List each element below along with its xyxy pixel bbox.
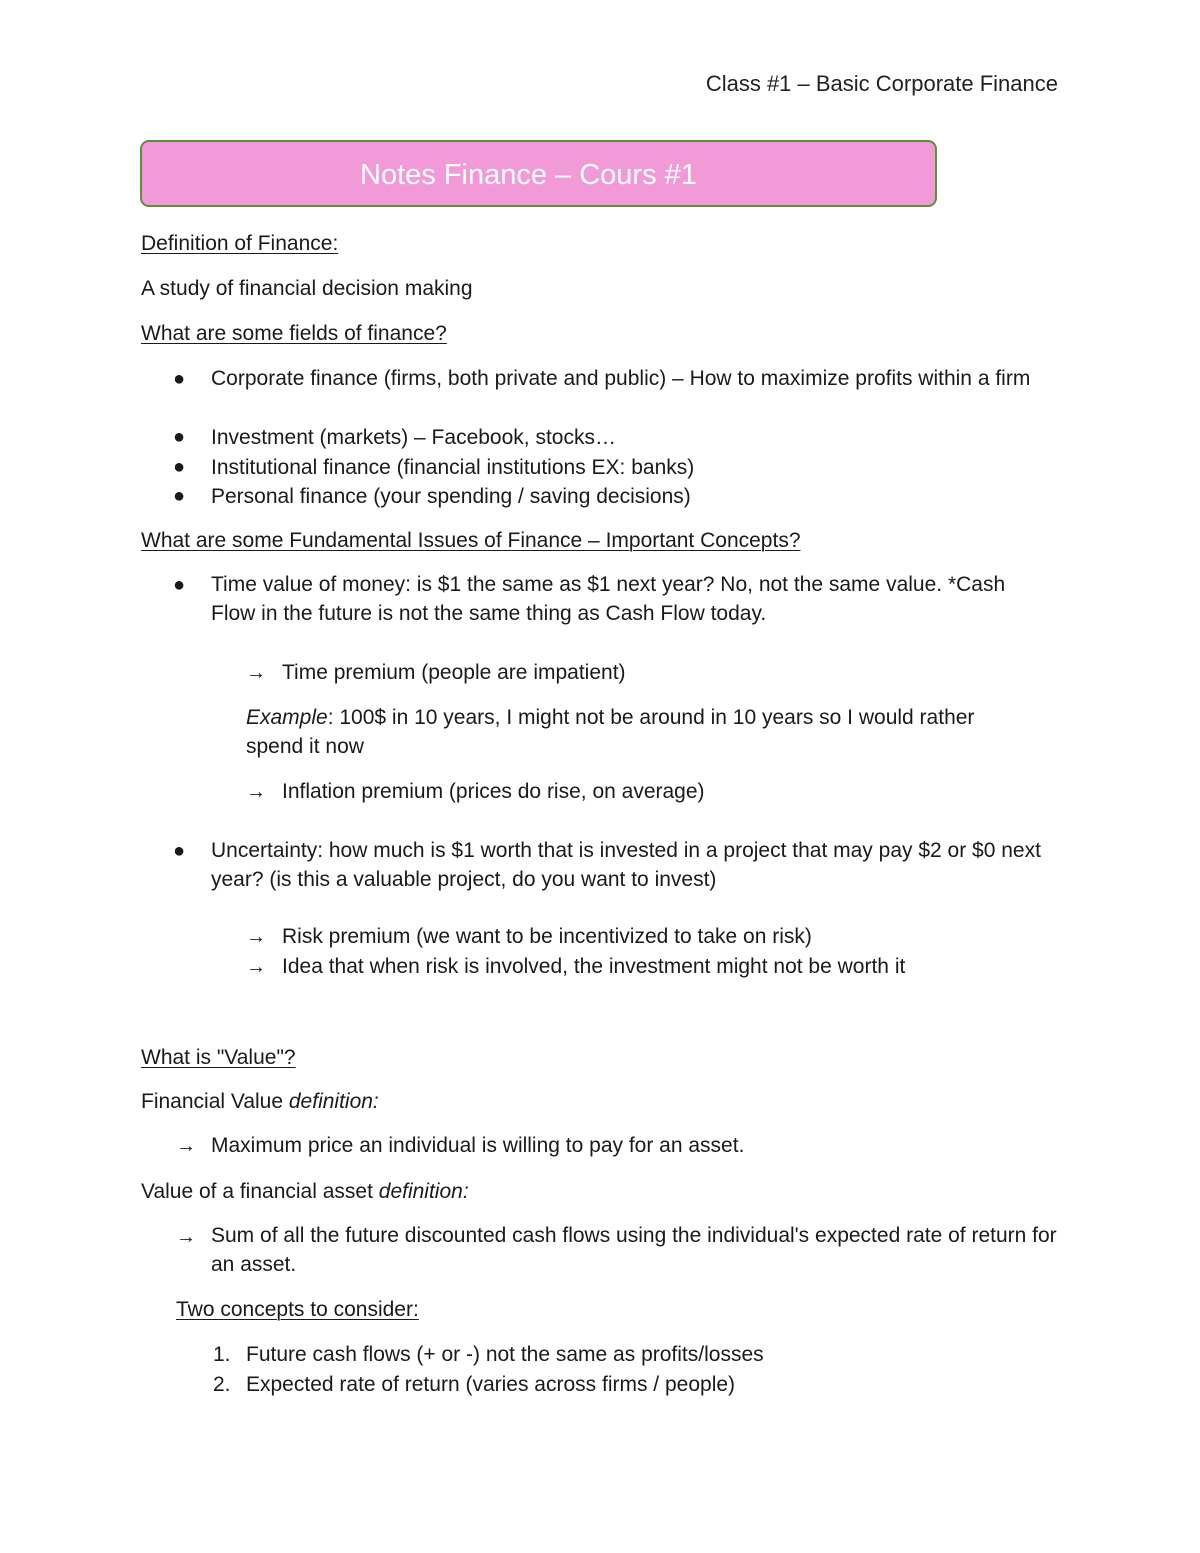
value-heading: What is "Value"? xyxy=(141,1046,296,1069)
list-item: Investment (markets) – Facebook, stocks… xyxy=(211,426,616,449)
bullet-icon: ● xyxy=(173,840,186,862)
arrow-right-icon: → xyxy=(246,781,266,803)
concept-item: Future cash flows (+ or -) not the same as profits/losses xyxy=(246,1343,764,1366)
arrow-right-icon: → xyxy=(176,1226,196,1248)
time-premium-item: Time premium (people are impatient) xyxy=(282,661,626,684)
risk-premium-item: Risk premium (we want to be incentivized to take on risk) xyxy=(282,925,812,948)
list-item: Institutional finance (financial institutions EX: banks) xyxy=(211,456,695,479)
two-concepts-heading: Two concepts to consider: xyxy=(176,1298,419,1321)
arrow-right-icon: → xyxy=(246,926,266,948)
financial-value-label: Financial Value xyxy=(141,1090,289,1113)
fields-heading: What are some fields of finance? xyxy=(141,322,447,345)
bullet-icon: ● xyxy=(173,485,186,507)
page-header: Class #1 – Basic Corporate Finance xyxy=(705,71,1058,96)
bullet-icon: ● xyxy=(173,456,186,478)
uncertainty-item: Uncertainty: how much is $1 worth that is invested in a project that may pay $2 or $0 next year? (is this a valuable project, do you want to invest) xyxy=(211,839,1041,891)
risk-idea-item: Idea that when risk is involved, the investment might not be worth it xyxy=(282,955,906,978)
asset-value-text: Sum of all the future discounted cash flows using the individual's expected rate of return for an asset. xyxy=(211,1224,1057,1276)
bullet-icon: ● xyxy=(173,426,186,448)
definition-heading: Definition of Finance: xyxy=(141,232,339,255)
list-item: Personal finance (your spending / saving decisions) xyxy=(211,485,691,508)
arrow-right-icon: → xyxy=(246,956,266,978)
example-paragraph xyxy=(246,703,1026,761)
financial-value-line xyxy=(141,1091,379,1112)
bullet-icon: ● xyxy=(173,368,186,390)
page-title: Notes Finance – Cours #1 xyxy=(360,159,697,191)
list-item: Corporate finance (firms, both private and public) – How to maximize profits within a firm xyxy=(211,367,1031,390)
list-number: 2. xyxy=(213,1373,231,1396)
asset-value-label: Value of a financial asset xyxy=(141,1180,379,1203)
list-number: 1. xyxy=(213,1343,231,1366)
inflation-premium-item: Inflation premium (prices do rise, on average) xyxy=(282,780,705,803)
example-label: Example xyxy=(246,706,328,729)
financial-value-definition: definition: xyxy=(288,1090,379,1113)
arrow-right-icon: → xyxy=(176,1135,196,1157)
example-text: : 100$ in 10 years, I might not be around in 10 years so I would rather spend it now xyxy=(246,706,975,758)
concept-item: Expected rate of return (varies across firms / people) xyxy=(246,1373,736,1396)
time-value-item: Time value of money: is $1 the same as $1 next year? No, not the same value. *Cash Flow in the future is not the same thing as Cash Flow today. xyxy=(211,573,1006,625)
asset-value-definition: definition: xyxy=(378,1180,469,1203)
arrow-right-icon: → xyxy=(246,662,266,684)
definition-text: A study of financial decision making xyxy=(141,277,473,300)
title-banner xyxy=(140,140,937,207)
bullet-icon: ● xyxy=(173,574,186,596)
financial-value-text: Maximum price an individual is willing to pay for an asset. xyxy=(211,1134,745,1157)
asset-value-line xyxy=(141,1181,469,1202)
issues-heading: What are some Fundamental Issues of Finance – Important Concepts? xyxy=(141,529,801,552)
